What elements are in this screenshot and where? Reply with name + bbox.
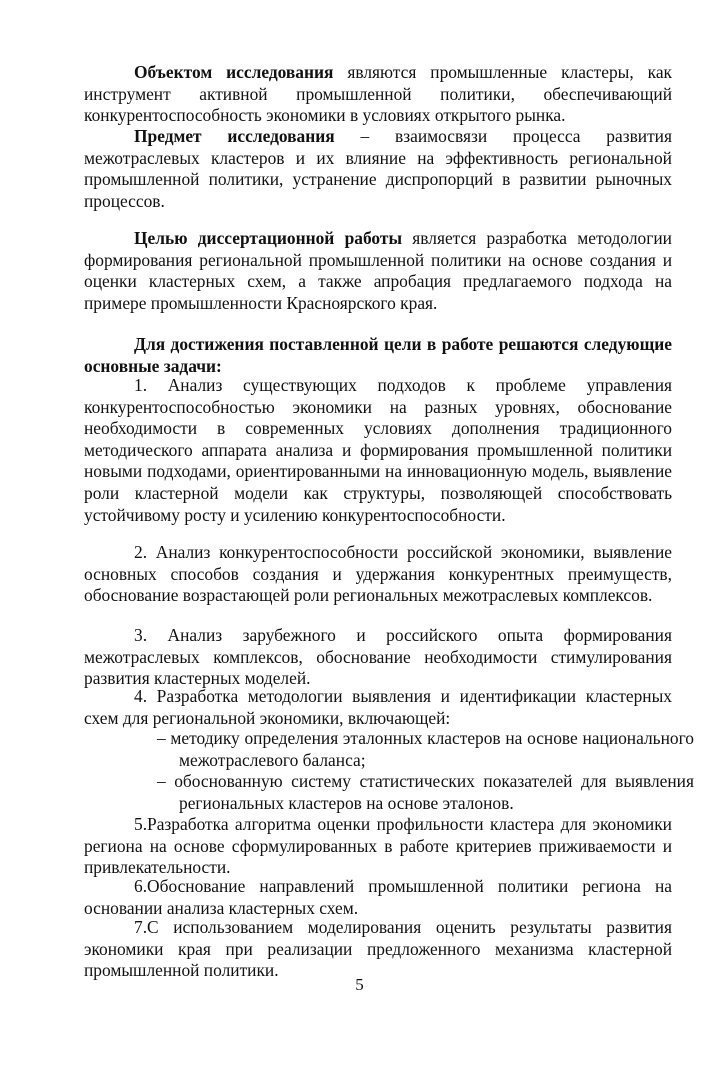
object-paragraph — [84, 62, 672, 127]
subtask-2: – обоснованную систему статистических показателей для выявления региональных кластеров на основе эталонов. — [157, 771, 694, 813]
task-3: 3. Анализ зарубежного и российского опыта формирования межотраслевых комплексов, обоснование необходимости стимулирования развития кластерных моделей. — [84, 625, 672, 689]
subject-paragraph — [84, 126, 672, 212]
goal-text: является разработка методологии формирования региональной промышленной политики на основе создания и оценки кластерных схем, а также апробация предлагаемого подхода на примере промышленности Красноярского края. — [84, 228, 672, 313]
goal-label: Целью диссертационной работы — [134, 228, 403, 248]
task-6: 6.Обоснование направлений промышленной политики региона на основании анализа кластерных схем. — [84, 876, 672, 918]
task-1: 1. Анализ существующих подходов к проблеме управления конкурентоспособностью экономики на разных уровнях, обоснование необходимости в современных условиях дополнения традиционного методического аппарата анализа и формирования промышленной политики новыми подходами, ориентированными на инновационную модель, выявление роли кластерной модели как структуры, позволяющей способствовать устойчивому росту и усилению конкурентоспособности. — [84, 375, 672, 525]
object-text: являются промышленные кластеры, как инструмент активной промышленной политики, обеспечивающий конкурентоспособность экономики в условиях открытого рынка. — [84, 62, 672, 126]
task-2: 2. Анализ конкурентоспособности российской экономики, выявление основных способов создания и удержания конкурентных преимуществ, обоснование возрастающей роли региональных межотраслевых комплексов. — [84, 542, 672, 606]
goal-paragraph — [84, 228, 672, 314]
page-number: 5 — [355, 975, 364, 994]
subject-text: – взаимосвязи процесса развития межотраслевых кластеров и их влияние на эффективность региональной промышленной политики, устранение диспропорций в развитии рыночных процессов. — [84, 126, 672, 211]
subject-label: Предмет исследования — [134, 126, 335, 146]
task-4: 4. Разработка методологии выявления и идентификации кластерных схем для региональной экономики, включающей: — [84, 686, 672, 728]
task-5: 5.Разработка алгоритма оценки профильности кластера для экономики региона на основе сформулированных в работе критериев приживаемости и привлекательности. — [84, 814, 672, 878]
task-7: 7.С использованием моделирования оценить результаты развития экономики края при реализации предложенного механизма кластерной промышленной политики. — [84, 917, 672, 981]
object-label: Объектом исследования — [134, 62, 334, 82]
tasks-heading: Для достижения поставленной цели в работе решаются следующие основные задачи: — [84, 334, 672, 376]
subtask-1: – методику определения эталонных кластеров на основе национального межотраслевого баланса; — [157, 728, 694, 770]
